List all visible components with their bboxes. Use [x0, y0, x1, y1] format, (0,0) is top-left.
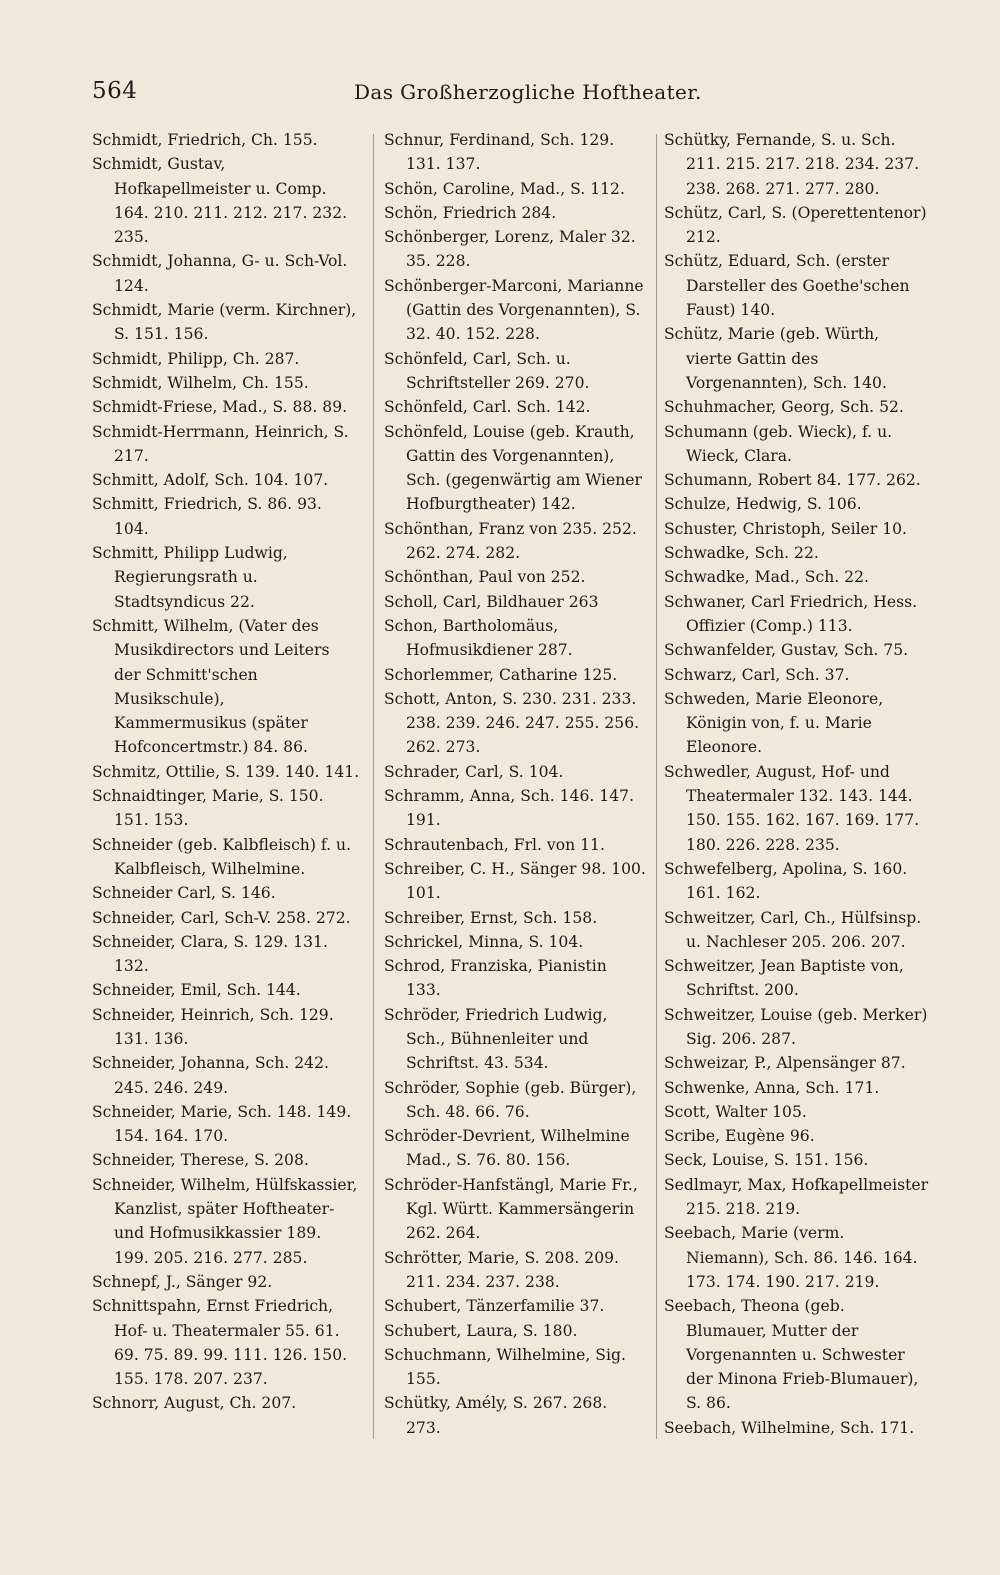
index-column-1 [92, 128, 360, 1416]
page-header [92, 78, 702, 112]
index-entry: Seebach, Theona (geb. Blumauer, Mutter der Vorgenannten u. Schwester der Minona Frieb-Blumauer), S. 86. [664, 1297, 919, 1413]
index-entry: Schwadke, Sch. 22. [664, 544, 819, 563]
index-entry: Schorlemmer, Catharine 125. [384, 665, 618, 684]
index-entry: Schneider, Emil, Sch. 144. [92, 981, 301, 1000]
index-entry: Schütky, Fernande, S. u. Sch. 211. 215. 217. 218. 234. 237. 238. 268. 271. 277. 280. [664, 131, 920, 198]
index-entry: Schrickel, Minna, S. 104. [384, 932, 584, 951]
index-entry: Schmidt, Johanna, G- u. Sch-Vol. 124. [92, 252, 348, 295]
index-entry: Schütz, Carl, S. (Operettentenor) 212. [664, 203, 927, 247]
running-title: Das Großherzogliche Hoftheater. [354, 80, 702, 104]
index-entry: Schrader, Carl, S. 104. [384, 762, 564, 781]
index-entry: Schneider, Marie, Sch. 148. 149. 154. 164. 170. [92, 1102, 352, 1146]
index-entry: Schröder, Friedrich Ludwig, Sch., Bühnenleiter und Schriftst. 43. 534. [384, 1005, 608, 1073]
index-column-2 [384, 128, 646, 1440]
index-entry: Schütz, Marie (geb. Würth, vierte Gattin des Vorgenannten), Sch. 140. [664, 325, 887, 392]
index-entry: Schweitzer, Jean Baptiste von, Schriftst. 200. [664, 957, 904, 1000]
index-entry: Schneider, Carl, Sch-V. 258. 272. [92, 908, 351, 927]
index-entry: Schweizar, P., Alpensänger 87. [664, 1054, 906, 1073]
index-entry: Schweitzer, Carl, Ch., Hülfsinsp. u. Nachleser 205. 206. 207. [664, 908, 922, 951]
index-entry: Schmidt, Philipp, Ch. 287. [92, 349, 300, 368]
index-entry: Scholl, Carl, Bildhauer 263 [384, 592, 599, 611]
index-entry: Schön, Caroline, Mad., S. 112. [384, 179, 625, 198]
index-entry: Schönthan, Franz von 235. 252. 262. 274. 282. [384, 519, 637, 563]
index-entry: Schönberger-Marconi, Marianne (Gattin des Vorgenannten), S. 32. 40. 152. 228. [384, 276, 644, 344]
index-entry: Schon, Bartholomäus, Hofmusikdiener 287. [384, 616, 573, 660]
column-divider [373, 134, 374, 1439]
index-entry: Schuhmacher, Georg, Sch. 52. [664, 398, 904, 417]
index-entry: Schreiber, Ernst, Sch. 158. [384, 908, 598, 927]
index-entry: Schramm, Anna, Sch. 146. 147. 191. [384, 787, 635, 830]
index-entry: Sedlmayr, Max, Hofkapellmeister 215. 218. 219. [664, 1175, 929, 1219]
index-entry: Schmitt, Friedrich, S. 86. 93. 104. [92, 495, 322, 538]
index-entry: Schweitzer, Louise (geb. Merker) Sig. 206. 287. [664, 1005, 928, 1048]
index-entry: Schneider, Therese, S. 208. [92, 1151, 309, 1170]
index-entry: Schwaner, Carl Friedrich, Hess. Offizier (Comp.) 113. [664, 592, 918, 635]
index-column-3 [664, 128, 930, 1440]
index-entry: Schmitz, Ottilie, S. 139. 140. 141. [92, 762, 360, 781]
index-entry: Schwanfelder, Gustav, Sch. 75. [664, 641, 909, 660]
index-entry: Schmitt, Philipp Ludwig, Regierungsrath u. Stadtsyndicus 22. [92, 544, 288, 611]
index-entry: Schubert, Laura, S. 180. [384, 1321, 578, 1340]
index-entry: Schmidt, Friedrich, Ch. 155. [92, 131, 318, 149]
index-entry: Schwadke, Mad., Sch. 22. [664, 568, 869, 587]
index-entry: Schwarz, Carl, Sch. 37. [664, 665, 850, 684]
index-entry: Schreiber, C. H., Sänger 98. 100. 101. [384, 859, 646, 903]
index-entry: Schneider, Wilhelm, Hülfskassier, Kanzlist, später Hoftheater- und Hofmusikkassier 189. 199. 205. 216. 277. 285. [92, 1175, 358, 1267]
index-entry: Seebach, Marie (verm. Niemann), Sch. 86. 146. 164. 173. 174. 190. 217. 219. [664, 1224, 918, 1291]
index-entry: Schrötter, Marie, S. 208. 209. 211. 234. 237. 238. [384, 1248, 620, 1291]
index-entry: Schrod, Franziska, Pianistin 133. [384, 957, 607, 1000]
index-entry: Schwefelberg, Apolina, S. 160. 161. 162. [664, 859, 908, 903]
index-entry: Schönfeld, Carl, Sch. u. Schriftsteller 269. 270. [384, 349, 590, 392]
column-divider [656, 134, 657, 1439]
index-entry: Schuchmann, Wilhelmine, Sig. 155. [384, 1345, 626, 1389]
index-entry: Scribe, Eugène 96. [664, 1127, 815, 1146]
index-entry: Schnur, Ferdinand, Sch. 129. 131. 137. [384, 131, 615, 174]
index-entry: Schmidt, Wilhelm, Ch. 155. [92, 373, 309, 392]
index-entry: Schnaidtinger, Marie, S. 150. 151. 153. [92, 787, 324, 830]
index-entry: Schmidt, Marie (verm. Kirchner), S. 151. 156. [92, 301, 357, 344]
page-number: 564 [92, 78, 138, 104]
index-entry: Schubert, Tänzerfamilie 37. [384, 1297, 605, 1316]
index-entry: Schulze, Hedwig, S. 106. [664, 495, 862, 514]
index-entry: Schön, Friedrich 284. [384, 203, 557, 222]
index-entry: Schmidt-Friese, Mad., S. 88. 89. [92, 398, 348, 417]
index-entry: Schuster, Christoph, Seiler 10. [664, 519, 907, 538]
index-entry: Schwenke, Anna, Sch. 171. [664, 1078, 880, 1097]
index-entry: Schröder, Sophie (geb. Bürger), Sch. 48. 66. 76. [384, 1078, 637, 1121]
index-entry: Schneider, Johanna, Sch. 242. 245. 246. 249. [92, 1054, 329, 1097]
index-entry: Schrautenbach, Frl. von 11. [384, 835, 605, 854]
index-entry: Schumann, Robert 84. 177. 262. [664, 471, 921, 490]
index-entry: Schütky, Amély, S. 267. 268. 273. [384, 1394, 608, 1437]
index-entry: Schönfeld, Louise (geb. Krauth, Gattin des Vorgenannten), Sch. (gegenwärtig am Wiener Hofburgtheater) 142. [384, 422, 642, 514]
index-entry: Schnorr, August, Ch. 207. [92, 1394, 297, 1413]
index-entry: Seck, Louise, S. 151. 156. [664, 1151, 869, 1170]
index-entry: Schröder-Hanfstängl, Marie Fr., Kgl. Württ. Kammersängerin 262. 264. [384, 1175, 638, 1243]
index-entry: Schönberger, Lorenz, Maler 32. 35. 228. [384, 228, 636, 271]
index-entry: Schönfeld, Carl. Sch. 142. [384, 398, 591, 417]
index-entry: Schneider, Heinrich, Sch. 129. 131. 136. [92, 1005, 334, 1048]
index-entry: Schmidt, Gustav, Hofkapellmeister u. Comp. 164. 210. 211. 212. 217. 232. 235. [92, 155, 348, 247]
index-entry: Seebach, Wilhelmine, Sch. 171. [664, 1418, 915, 1437]
index-entry: Schröder-Devrient, Wilhelmine Mad., S. 76. 80. 156. [384, 1127, 630, 1170]
index-entry: Schneider Carl, S. 146. [92, 884, 276, 903]
index-entry: Schütz, Eduard, Sch. (erster Darsteller des Goethe'schen Faust) 140. [664, 252, 910, 320]
index-entry: Schnepf, J., Sänger 92. [92, 1272, 273, 1291]
index-entry: Schwedler, August, Hof- und Theatermaler 132. 143. 144. 150. 155. 162. 167. 169. 177. 180. 226. 228. 235. [664, 762, 920, 854]
index-entry: Schumann (geb. Wieck), f. u. Wieck, Clara. [664, 422, 893, 465]
index-entry: Scott, Walter 105. [664, 1102, 807, 1121]
index-entry: Schnittspahn, Ernst Friedrich, Hof- u. Theatermaler 55. 61. 69. 75. 89. 99. 111. 126. 150. 155. 178. 207. 237. [92, 1297, 348, 1389]
index-entry: Schneider, Clara, S. 129. 131. 132. [92, 932, 328, 976]
index-entry: Schmidt-Herrmann, Heinrich, S. 217. [92, 422, 349, 465]
index-entry: Schmitt, Wilhelm, (Vater des Musikdirectors und Leiters der Schmitt'schen Musikschule), Kammermusikus (später Hofconcertmstr.) 84. 86. [92, 616, 330, 757]
index-entry: Schneider (geb. Kalbfleisch) f. u. Kalbfleisch, Wilhelmine. [92, 835, 352, 878]
index-entry: Schönthan, Paul von 252. [384, 568, 586, 587]
index-entry: Schott, Anton, S. 230. 231. 233. 238. 239. 246. 247. 255. 256. 262. 273. [384, 689, 640, 757]
index-entry: Schmitt, Adolf, Sch. 104. 107. [92, 471, 329, 490]
index-entry: Schweden, Marie Eleonore, Königin von, f. u. Marie Eleonore. [664, 689, 884, 757]
